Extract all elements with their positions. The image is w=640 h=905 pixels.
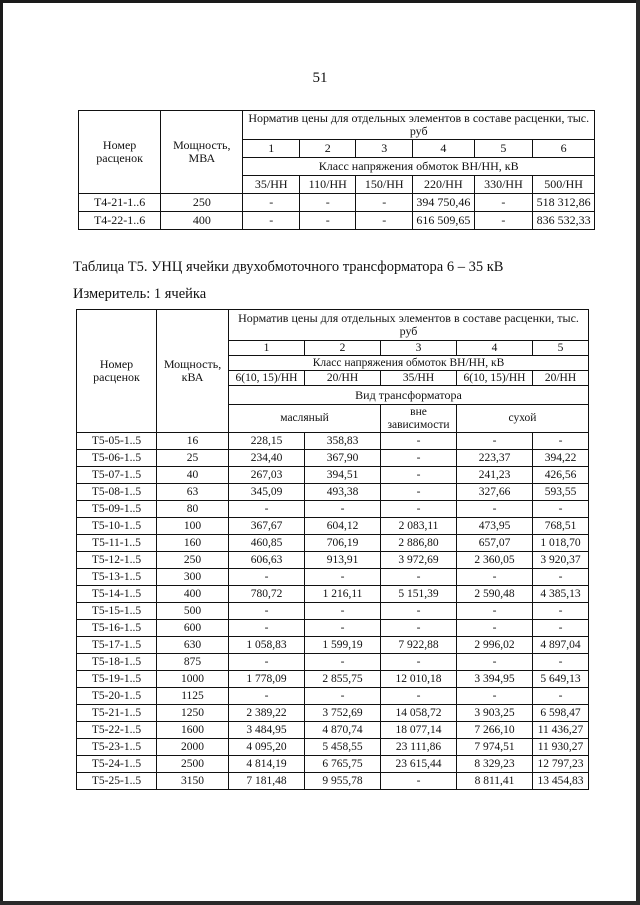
header-col-index: 6: [533, 140, 595, 158]
price-cell: 2 389,22: [229, 705, 305, 722]
row-power: 630: [157, 637, 229, 654]
price-cell: -: [474, 194, 533, 212]
row-power: 1125: [157, 688, 229, 705]
price-cell: -: [229, 603, 305, 620]
price-cell: -: [229, 501, 305, 518]
row-power: 16: [157, 433, 229, 450]
price-cell: 1 599,19: [305, 637, 381, 654]
price-cell: 3 920,37: [533, 552, 589, 569]
row-code: Т5-14-1..5: [77, 586, 157, 603]
header-col-index: 2: [305, 341, 381, 356]
table-row: [77, 535, 589, 552]
price-cell: -: [457, 654, 533, 671]
header-voltage: 500/НН: [533, 176, 595, 194]
price-cell: -: [305, 501, 381, 518]
row-power: 100: [157, 518, 229, 535]
price-cell: 460,85: [229, 535, 305, 552]
price-cell: -: [533, 569, 589, 586]
header-voltage: 35/НН: [381, 371, 457, 386]
scan-border-right: [636, 0, 640, 905]
row-power: 300: [157, 569, 229, 586]
price-cell: 7 974,51: [457, 739, 533, 756]
price-cell: -: [474, 212, 533, 230]
row-code: Т5-24-1..5: [77, 756, 157, 773]
price-cell: 6 598,47: [533, 705, 589, 722]
header-power: Мощность, МВА: [161, 111, 243, 194]
price-cell: 12 010,18: [381, 671, 457, 688]
price-cell: 394,22: [533, 450, 589, 467]
row-power: 400: [157, 586, 229, 603]
row-code: Т4-21-1..6: [79, 194, 161, 212]
header-voltage: 35/НН: [243, 176, 300, 194]
table-row: [79, 194, 595, 212]
price-cell: 2 886,80: [381, 535, 457, 552]
price-cell: -: [381, 569, 457, 586]
price-cell: 7 922,88: [381, 637, 457, 654]
table-row: [77, 467, 589, 484]
table-row: [77, 773, 589, 790]
price-cell: -: [381, 654, 457, 671]
price-cell: 6 765,75: [305, 756, 381, 773]
row-code: Т5-09-1..5: [77, 501, 157, 518]
price-cell: -: [356, 194, 413, 212]
price-cell: 4 385,13: [533, 586, 589, 603]
table-row: [77, 671, 589, 688]
price-cell: 7 266,10: [457, 722, 533, 739]
header-voltage-class: Класс напряжения обмоток ВН/НН, кВ: [229, 356, 589, 371]
price-cell: 327,66: [457, 484, 533, 501]
price-cell: 14 058,72: [381, 705, 457, 722]
row-power: 500: [157, 603, 229, 620]
header-voltage-class: Класс напряжения обмоток ВН/НН, кВ: [243, 158, 595, 176]
price-cell: 12 797,23: [533, 756, 589, 773]
row-code: Т5-17-1..5: [77, 637, 157, 654]
table-row: [77, 620, 589, 637]
price-cell: 493,38: [305, 484, 381, 501]
price-cell: 1 216,11: [305, 586, 381, 603]
price-cell: 606,63: [229, 552, 305, 569]
header-voltage: 6(10, 15)/НН: [457, 371, 533, 386]
row-power: 25: [157, 450, 229, 467]
price-cell: -: [381, 501, 457, 518]
price-cell: -: [533, 688, 589, 705]
price-cell: -: [305, 688, 381, 705]
price-cell: 9 955,78: [305, 773, 381, 790]
price-cell: 604,12: [305, 518, 381, 535]
price-cell: 3 484,95: [229, 722, 305, 739]
header-number: Номер расценок: [79, 111, 161, 194]
header-voltage: 150/НН: [356, 176, 413, 194]
header-voltage: 110/НН: [299, 176, 356, 194]
price-cell: 394 750,46: [412, 194, 474, 212]
price-cell: -: [381, 773, 457, 790]
price-cell: 4 814,19: [229, 756, 305, 773]
header-number: Номер расценок: [77, 310, 157, 433]
price-cell: 3 394,95: [457, 671, 533, 688]
header-voltage: 20/НН: [305, 371, 381, 386]
price-cell: -: [533, 433, 589, 450]
price-cell: 367,67: [229, 518, 305, 535]
price-cell: 367,90: [305, 450, 381, 467]
row-power: 80: [157, 501, 229, 518]
header-col-index: 5: [533, 341, 589, 356]
row-code: Т5-07-1..5: [77, 467, 157, 484]
header-type-oil: масляный: [229, 405, 381, 433]
row-code: Т5-18-1..5: [77, 654, 157, 671]
price-cell: 345,09: [229, 484, 305, 501]
price-cell: 5 649,13: [533, 671, 589, 688]
price-cell: -: [381, 450, 457, 467]
price-cell: -: [381, 603, 457, 620]
price-cell: 3 903,25: [457, 705, 533, 722]
table-row: [77, 722, 589, 739]
table-row: [77, 552, 589, 569]
price-cell: 358,83: [305, 433, 381, 450]
header-col-index: 4: [412, 140, 474, 158]
price-cell: 2 083,11: [381, 518, 457, 535]
price-cell: 2 996,02: [457, 637, 533, 654]
header-type-dry: сухой: [457, 405, 589, 433]
row-code: Т5-21-1..5: [77, 705, 157, 722]
price-cell: 5 458,55: [305, 739, 381, 756]
header-voltage: 6(10, 15)/НН: [229, 371, 305, 386]
row-power: 63: [157, 484, 229, 501]
row-code: Т5-23-1..5: [77, 739, 157, 756]
price-cell: 780,72: [229, 586, 305, 603]
price-cell: 8 329,23: [457, 756, 533, 773]
price-cell: -: [533, 603, 589, 620]
price-cell: 4 095,20: [229, 739, 305, 756]
price-cell: -: [381, 620, 457, 637]
price-cell: -: [305, 569, 381, 586]
table-row: [77, 739, 589, 756]
header-col-index: 1: [229, 341, 305, 356]
scan-border-top: [0, 0, 640, 3]
price-cell: 223,37: [457, 450, 533, 467]
price-cell: 1 058,83: [229, 637, 305, 654]
header-transformer-type: Вид трансформатора: [229, 386, 589, 405]
price-cell: -: [243, 212, 300, 230]
row-code: Т5-20-1..5: [77, 688, 157, 705]
price-cell: 518 312,86: [533, 194, 595, 212]
price-cell: 426,56: [533, 467, 589, 484]
table-t5-title: Таблица Т5. УНЦ ячейки двухобмоточного трансформатора 6 – 35 кВ: [73, 259, 504, 275]
table-row: [77, 433, 589, 450]
price-cell: 913,91: [305, 552, 381, 569]
price-cell: 267,03: [229, 467, 305, 484]
header-col-index: 3: [381, 341, 457, 356]
price-cell: 4 897,04: [533, 637, 589, 654]
price-cell: -: [533, 654, 589, 671]
row-power: 250: [157, 552, 229, 569]
price-cell: 616 509,65: [412, 212, 474, 230]
price-cell: -: [229, 688, 305, 705]
price-cell: -: [229, 620, 305, 637]
row-power: 875: [157, 654, 229, 671]
row-code: Т5-15-1..5: [77, 603, 157, 620]
price-cell: -: [305, 603, 381, 620]
header-voltage: 20/НН: [533, 371, 589, 386]
header-voltage: 330/НН: [474, 176, 533, 194]
table-row: [77, 586, 589, 603]
price-cell: -: [457, 620, 533, 637]
price-cell: 768,51: [533, 518, 589, 535]
header-norm: Норматив цены для отдельных элементов в составе расценки, тыс. руб: [243, 111, 595, 140]
table-row: [77, 637, 589, 654]
price-cell: 8 811,41: [457, 773, 533, 790]
table-row: [77, 654, 589, 671]
row-power: 2000: [157, 739, 229, 756]
table-row: [77, 484, 589, 501]
price-cell: -: [305, 654, 381, 671]
header-col-index: 3: [356, 140, 413, 158]
row-power: 1000: [157, 671, 229, 688]
row-power: 40: [157, 467, 229, 484]
scan-border-bottom: [0, 901, 640, 905]
header-col-index: 4: [457, 341, 533, 356]
table-row: [77, 501, 589, 518]
price-cell: -: [457, 433, 533, 450]
table-row: [77, 688, 589, 705]
row-power: 1250: [157, 705, 229, 722]
price-cell: 657,07: [457, 535, 533, 552]
price-cell: 1 018,70: [533, 535, 589, 552]
table-row: [77, 603, 589, 620]
price-cell: 706,19: [305, 535, 381, 552]
price-cell: 5 151,39: [381, 586, 457, 603]
price-cell: 394,51: [305, 467, 381, 484]
row-power: 2500: [157, 756, 229, 773]
table-t5-unit: Измеритель: 1 ячейка: [73, 286, 207, 302]
price-cell: 4 870,74: [305, 722, 381, 739]
price-cell: -: [533, 620, 589, 637]
price-cell: -: [299, 212, 356, 230]
header-power: Мощность, кВА: [157, 310, 229, 433]
price-cell: -: [305, 620, 381, 637]
price-cell: 13 454,83: [533, 773, 589, 790]
price-cell: 234,40: [229, 450, 305, 467]
row-code: Т5-12-1..5: [77, 552, 157, 569]
price-cell: -: [381, 467, 457, 484]
price-cell: -: [457, 688, 533, 705]
price-cell: 3 752,69: [305, 705, 381, 722]
price-cell: 228,15: [229, 433, 305, 450]
price-cell: 473,95: [457, 518, 533, 535]
price-cell: -: [381, 484, 457, 501]
header-col-index: 5: [474, 140, 533, 158]
price-cell: 11 930,27: [533, 739, 589, 756]
row-code: Т4-22-1..6: [79, 212, 161, 230]
price-cell: 3 972,69: [381, 552, 457, 569]
row-code: Т5-10-1..5: [77, 518, 157, 535]
table-row: [77, 518, 589, 535]
header-col-index: 2: [299, 140, 356, 158]
row-code: Т5-08-1..5: [77, 484, 157, 501]
price-cell: 2 855,75: [305, 671, 381, 688]
price-cell: 2 360,05: [457, 552, 533, 569]
price-cell: -: [457, 569, 533, 586]
price-cell: -: [229, 569, 305, 586]
row-code: Т5-22-1..5: [77, 722, 157, 739]
table-row: [79, 212, 595, 230]
price-cell: 836 532,33: [533, 212, 595, 230]
price-cell: 593,55: [533, 484, 589, 501]
row-code: Т5-19-1..5: [77, 671, 157, 688]
price-cell: -: [243, 194, 300, 212]
row-power: 400: [161, 212, 243, 230]
price-cell: -: [229, 654, 305, 671]
row-power: 250: [161, 194, 243, 212]
row-power: 1600: [157, 722, 229, 739]
row-code: Т5-05-1..5: [77, 433, 157, 450]
row-power: 3150: [157, 773, 229, 790]
row-power: 600: [157, 620, 229, 637]
scan-border-left: [0, 0, 3, 905]
price-cell: -: [381, 688, 457, 705]
row-code: Т5-06-1..5: [77, 450, 157, 467]
row-code: Т5-11-1..5: [77, 535, 157, 552]
page-number: 51: [312, 70, 328, 86]
table-t4-body: [79, 194, 595, 230]
price-cell: 18 077,14: [381, 722, 457, 739]
row-code: Т5-13-1..5: [77, 569, 157, 586]
table-t4: [78, 110, 595, 230]
row-code: Т5-25-1..5: [77, 773, 157, 790]
price-cell: -: [356, 212, 413, 230]
table-t5-body: [77, 433, 589, 790]
header-norm: Норматив цены для отдельных элементов в составе расценки, тыс. руб: [229, 310, 589, 341]
table-t5: [76, 309, 589, 790]
header-type-any: вне зависимости: [381, 405, 457, 433]
table-row: [77, 569, 589, 586]
table-row: [77, 756, 589, 773]
price-cell: 1 778,09: [229, 671, 305, 688]
price-cell: 11 436,27: [533, 722, 589, 739]
price-cell: 23 111,86: [381, 739, 457, 756]
price-cell: 2 590,48: [457, 586, 533, 603]
header-col-index: 1: [243, 140, 300, 158]
price-cell: -: [457, 603, 533, 620]
price-cell: 7 181,48: [229, 773, 305, 790]
price-cell: -: [533, 501, 589, 518]
row-power: 160: [157, 535, 229, 552]
table-row: [77, 705, 589, 722]
price-cell: 241,23: [457, 467, 533, 484]
price-cell: 23 615,44: [381, 756, 457, 773]
header-voltage: 220/НН: [412, 176, 474, 194]
table-row: [77, 450, 589, 467]
row-code: Т5-16-1..5: [77, 620, 157, 637]
price-cell: -: [457, 501, 533, 518]
price-cell: -: [381, 433, 457, 450]
price-cell: -: [299, 194, 356, 212]
